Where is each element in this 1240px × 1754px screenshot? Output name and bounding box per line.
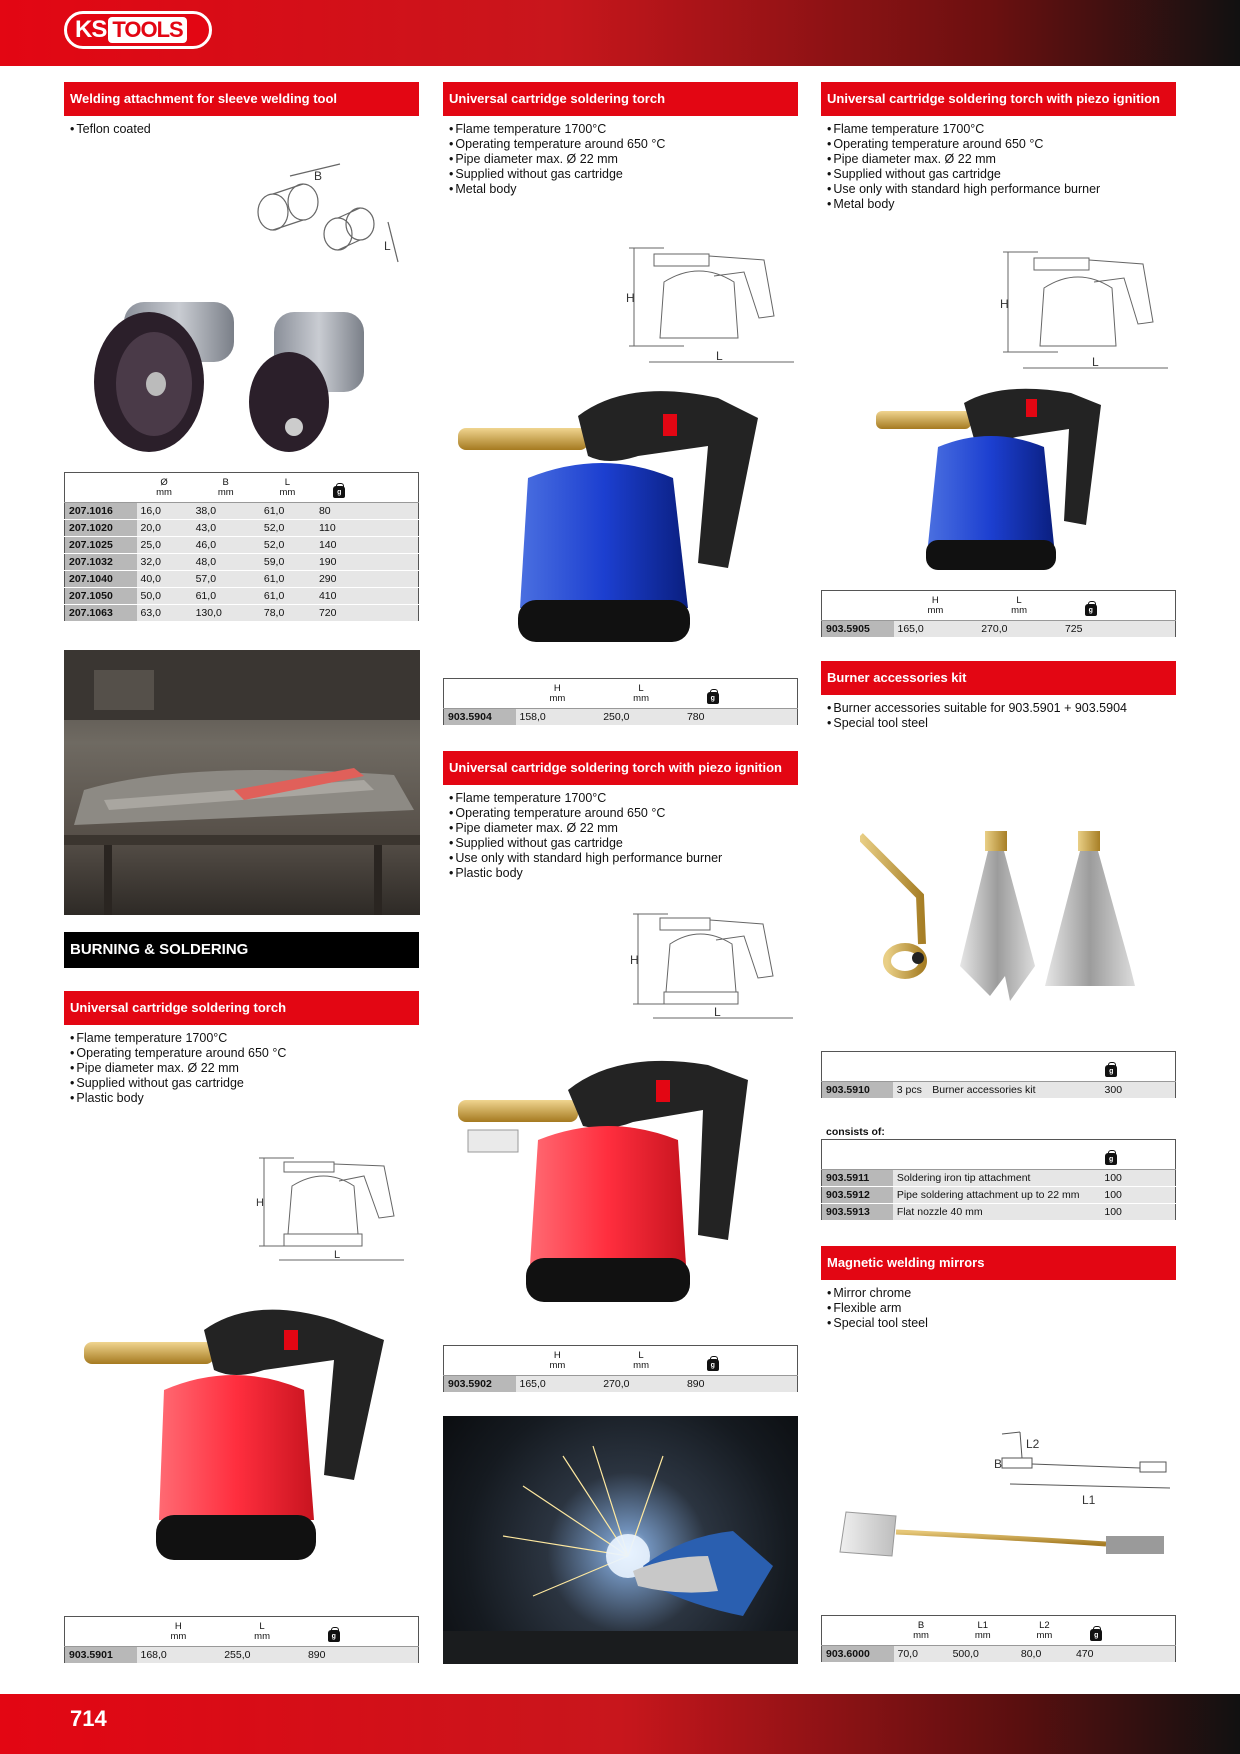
table-row [822,1646,1176,1663]
weight-icon: g [1105,1065,1117,1077]
torch-drawing [998,250,1174,378]
welding-attachment-table [64,472,419,622]
table-cell: 61,0 [260,588,315,605]
table-cell [1121,621,1176,638]
torch-piezo-plastic-section [443,751,798,881]
table-row [822,1170,1176,1187]
torch-drawing [624,246,800,370]
article-number-cell: 207.1040 [65,571,137,588]
torch-plastic-left-table [64,1616,419,1664]
table-cell: 470 [1072,1646,1121,1663]
table-cell: 46,0 [192,537,260,554]
article-number-cell: 207.1020 [65,520,137,537]
table-cell [1122,1170,1176,1187]
torch-plastic-left-title: Universal cartridge soldering torch [64,991,419,1025]
table-cell: 410 [315,588,364,605]
unit-mm: mm [254,1631,270,1642]
col-h: H [931,595,939,606]
table-row [65,520,419,537]
unit-mm: mm [156,487,172,498]
welding-photo [443,1416,798,1664]
table-cell: 70,0 [894,1646,949,1663]
bullet: • Use only with standard high performance burner [827,182,1176,197]
burning-section [64,932,419,968]
table-cell: 725 [1061,621,1121,638]
torch-metal-blue-image [458,378,788,646]
bullet: • Operating temperature around 650 °C [449,137,798,152]
table-row [65,537,419,554]
col-b: B [222,477,229,488]
torch-metal-bullets [443,122,798,197]
torch-piezo-metal-section [821,82,1176,212]
table-cell: 255,0 [220,1647,304,1664]
weight-icon: g [1105,1153,1117,1165]
table-cell: 43,0 [192,520,260,537]
article-number-cell: 207.1032 [65,554,137,571]
table-cell: 780 [683,709,743,726]
drawing-label-l: L [714,1005,721,1019]
welding-attachment-bullets [64,122,419,137]
bullet: • Operating temperature around 650 °C [70,1046,419,1061]
table-cell: 168,0 [137,1647,221,1664]
table-cell: 78,0 [260,605,315,622]
torch-piezo-metal-bullets [821,122,1176,212]
table-row [65,605,419,622]
drawing-label-b: B [314,169,323,183]
table-cell: 50,0 [137,588,192,605]
welding-attachment-section [64,82,419,137]
weight-icon: g [333,486,345,498]
drawing-label-l: L [334,1249,341,1261]
bullet: • Operating temperature around 650 °C [449,806,798,821]
table-cell: 40,0 [137,571,192,588]
torch-piezo-plastic-table [443,1345,798,1393]
table-row [822,1082,1176,1099]
col-l1: L1 [977,1620,989,1631]
table-cell: Flat nozzle 40 mm [893,1204,1101,1221]
table-cell: 100 [1100,1170,1122,1187]
table-cell [1122,1187,1176,1204]
bullet: • Use only with standard high performance burner [449,851,798,866]
table-cell [364,588,419,605]
bullet: • Flame temperature 1700°C [449,122,798,137]
table-cell: 63,0 [137,605,192,622]
unit-mm: mm [170,1631,187,1642]
drawing-label-l: L [384,239,391,253]
section-title-burning: BURNING & SOLDERING [64,932,419,968]
bullet: • Burner accessories suitable for 903.5901 + 903.5904 [827,701,1176,716]
bullet: • Supplied without gas cartridge [827,167,1176,182]
article-number-cell: 903.5912 [822,1187,893,1204]
col-l: L [638,683,644,694]
unit-mm: mm [549,693,566,704]
burner-kit-bullets [821,701,1176,731]
mirrors-title: Magnetic welding mirrors [821,1246,1176,1280]
table-row [822,1187,1176,1204]
table-row [822,621,1176,638]
bullet: • Supplied without gas cartridge [449,836,798,851]
table-cell: 165,0 [894,621,978,638]
col-l: L [284,477,291,488]
burner-kit-image [860,826,1140,1004]
table-cell: 57,0 [192,571,260,588]
table-cell: 61,0 [192,588,260,605]
table-cell: 20,0 [137,520,192,537]
unit-mm: mm [1011,605,1027,616]
torch-drawing [628,912,798,1024]
article-number-cell: 903.5910 [822,1082,893,1099]
consists-of-label: consists of: [826,1126,885,1138]
table-cell: Soldering iron tip attachment [893,1170,1101,1187]
bullet: • Flame temperature 1700°C [449,791,798,806]
table-cell [364,520,419,537]
table-row [65,1647,419,1664]
table-cell: 890 [683,1376,743,1393]
col-h: H [174,1621,182,1632]
table-cell [1122,1204,1176,1221]
burner-kit-title: Burner accessories kit [821,661,1176,695]
table-cell: 140 [315,537,364,554]
col-l: L [259,1621,265,1632]
article-number-cell: 903.5911 [822,1170,893,1187]
table-row [822,1204,1176,1221]
drawing-label-h: H [626,291,635,305]
unit-mm: mm [1036,1630,1053,1641]
torch-plastic-red-image [84,1300,414,1570]
table-cell: 290 [315,571,364,588]
torch-plastic-left-section [64,991,419,1106]
col-h: H [553,683,561,694]
torch-plastic-left-bullets [64,1031,419,1106]
torch-metal-table [443,678,798,726]
table-cell: 80 [315,503,364,520]
col-l2: L2 [1039,1620,1050,1631]
col-diameter: Ø [160,477,168,488]
unit-mm: mm [279,487,296,498]
article-number-cell: 207.1016 [65,503,137,520]
forge-photo [64,650,420,915]
table-row [444,709,798,726]
table-cell [364,537,419,554]
bullet: • Supplied without gas cartridge [449,167,798,182]
table-cell [364,554,419,571]
article-number-cell: 903.5902 [444,1376,516,1393]
table-cell: Burner accessories kit [928,1082,1100,1099]
table-cell [364,503,419,520]
torch-metal-section [443,82,798,197]
weight-icon: g [707,692,719,704]
table-row [65,554,419,571]
drawing-label-b: B [994,1457,1003,1471]
table-cell: 110 [315,520,364,537]
drawing-label-l2: L2 [1026,1437,1040,1451]
bullet: • Metal body [449,182,798,197]
table-cell: 270,0 [977,621,1061,638]
torch-piezo-metal-table [821,590,1176,638]
table-row [65,571,419,588]
article-number-cell: 903.5901 [65,1647,137,1664]
weight-icon: g [1085,604,1097,616]
table-cell: 100 [1100,1187,1122,1204]
burner-kit-table [821,1051,1176,1099]
torch-piezo-plastic-image [458,1050,788,1306]
table-row [444,1376,798,1393]
table-cell: 38,0 [192,503,260,520]
bullet: • Pipe diameter max. Ø 22 mm [449,152,798,167]
table-cell: 61,0 [260,503,315,520]
bullet: • Plastic body [449,866,798,881]
weight-icon: g [1090,1629,1102,1641]
bullet: • Plastic body [70,1091,419,1106]
unit-mm: mm [913,1630,929,1641]
bullet: • Special tool steel [827,716,1176,731]
table-cell: 61,0 [260,571,315,588]
article-number-cell: 903.5904 [444,709,516,726]
torch-piezo-metal-title: Universal cartridge soldering torch with piezo ignition [821,82,1176,116]
table-cell: 720 [315,605,364,622]
table-cell [364,605,419,622]
welding-attachment-drawing [248,162,408,272]
weight-icon: g [707,1359,719,1371]
article-number-cell: 903.5913 [822,1204,893,1221]
unit-mm: mm [633,1360,649,1371]
unit-mm: mm [633,693,649,704]
table-cell: 32,0 [137,554,192,571]
unit-mm: mm [549,1360,566,1371]
col-h: H [553,1350,561,1361]
unit-mm: mm [927,605,944,616]
table-row [65,503,419,520]
torch-metal-title: Universal cartridge soldering torch [443,82,798,116]
bullet: • Pipe diameter max. Ø 22 mm [70,1061,419,1076]
table-cell [364,571,419,588]
drawing-label-h: H [1000,297,1009,311]
table-cell: Pipe soldering attachment up to 22 mm [893,1187,1101,1204]
bullet: • Special tool steel [827,1316,1176,1331]
mirror-image [836,1508,1172,1568]
table-cell [1122,1082,1175,1099]
table-cell: 52,0 [260,537,315,554]
bullet: • Metal body [827,197,1176,212]
brand-logo-ks: KS [75,16,107,43]
article-number-cell: 207.1025 [65,537,137,554]
drawing-label-h: H [630,953,639,967]
welding-photo-art [443,1416,798,1664]
table-cell: 250,0 [599,709,683,726]
bullet: • Operating temperature around 650 °C [827,137,1176,152]
table-cell: 80,0 [1017,1646,1072,1663]
torch-drawing [254,1156,414,1266]
table-cell [743,709,798,726]
table-cell: 130,0 [192,605,260,622]
bullet: • Pipe diameter max. Ø 22 mm [449,821,798,836]
brand-logo-tools: TOOLS [108,17,186,43]
weight-icon: g [328,1630,340,1642]
table-cell: 3 pcs [893,1082,929,1099]
article-number-cell: 207.1050 [65,588,137,605]
bullet: • Supplied without gas cartridge [70,1076,419,1091]
welding-attachment-title: Welding attachment for sleeve welding tool [64,82,419,116]
table-cell: 300 [1101,1082,1123,1099]
table-cell: 190 [315,554,364,571]
mirrors-table [821,1615,1176,1663]
brand-logo [64,11,212,49]
page-number: 714 [70,1706,107,1731]
col-l: L [1016,595,1022,606]
bullet: • Pipe diameter max. Ø 22 mm [827,152,1176,167]
drawing-label-h: H [256,1197,264,1209]
bottom-banner [0,1694,1240,1754]
table-cell: 48,0 [192,554,260,571]
drawing-label-l1: L1 [1082,1493,1096,1507]
table-cell [743,1376,798,1393]
unit-mm: mm [217,487,234,498]
forge-photo-art [64,650,420,915]
table-cell [364,1647,419,1664]
table-cell: 16,0 [137,503,192,520]
table-cell: 25,0 [137,537,192,554]
table-cell: 59,0 [260,554,315,571]
table-row [65,588,419,605]
table-cell: 270,0 [599,1376,683,1393]
mirror-drawing [990,1428,1174,1510]
table-cell [1121,1646,1176,1663]
drawing-label-l: L [1092,355,1099,369]
torch-piezo-metal-image [876,385,1136,573]
table-cell: 165,0 [516,1376,600,1393]
article-number-cell: 903.5905 [822,621,894,638]
bullet: • Mirror chrome [827,1286,1176,1301]
unit-mm: mm [974,1630,991,1641]
welding-attachment-image [94,292,394,462]
table-cell: 52,0 [260,520,315,537]
bullet: • Teflon coated [70,122,419,137]
bullet: • Flame temperature 1700°C [827,122,1176,137]
article-number-cell: 207.1063 [65,605,137,622]
mirrors-bullets [821,1286,1176,1331]
burner-kit-parts-table [821,1139,1176,1221]
table-cell: 100 [1100,1204,1122,1221]
article-number-cell: 903.6000 [822,1646,894,1663]
mirrors-section [821,1246,1176,1331]
torch-piezo-plastic-bullets [443,791,798,881]
col-l: L [638,1350,644,1361]
bullet: • Flame temperature 1700°C [70,1031,419,1046]
torch-piezo-plastic-title: Universal cartridge soldering torch with piezo ignition [443,751,798,785]
burner-kit-section [821,661,1176,731]
drawing-label-l: L [716,349,723,363]
table-cell: 158,0 [516,709,600,726]
bullet: • Flexible arm [827,1301,1176,1316]
table-cell: 890 [304,1647,364,1664]
table-cell: 500,0 [949,1646,1017,1663]
col-b: B [917,1620,925,1631]
